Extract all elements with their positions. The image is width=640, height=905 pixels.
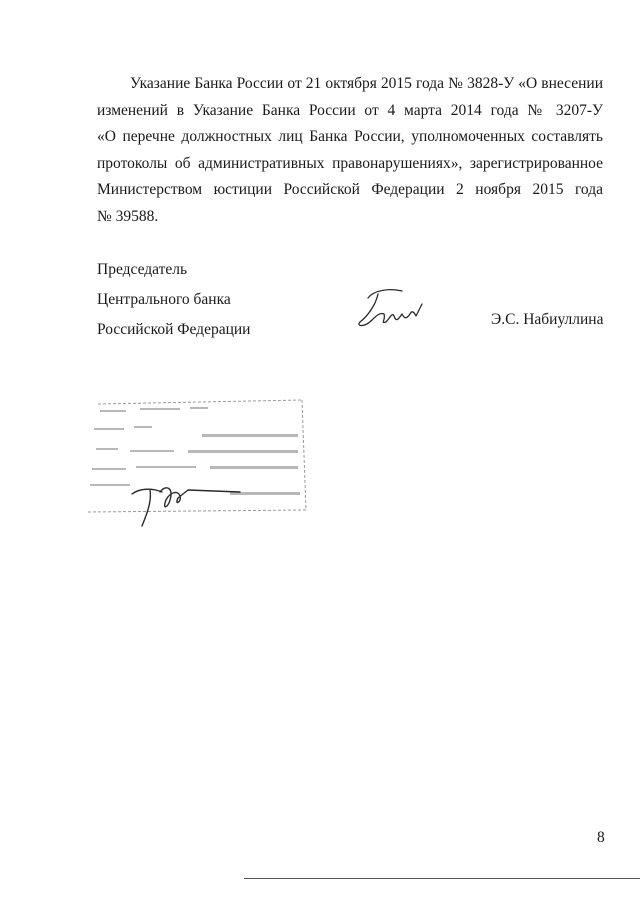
bottom-rule	[244, 878, 640, 879]
paragraph-line: № 39588.	[97, 207, 159, 225]
paragraph-line: протоколы об административных правонарушениях», зарегистрированное	[97, 154, 603, 172]
paragraph-line: Указание Банка России от 21 октября 2015 года № 3828-У «О внесении	[130, 75, 603, 92]
handwritten-signature	[350, 282, 430, 334]
signatory-title	[97, 255, 250, 345]
signatory-title-line: Председатель	[97, 261, 188, 278]
paragraph-line: Министерством юстиции Российской Федерации 2 ноября 2015 года	[97, 181, 603, 198]
page-number: 8	[597, 829, 605, 846]
certification-stamp	[70, 392, 310, 532]
paragraph-line: изменений в Указание Банка России от 4 марта 2014 года № 3207-У	[97, 101, 603, 119]
signatory-name: Э.С. Набиуллина	[491, 311, 604, 328]
signatory-title-line: Российской Федерации	[97, 321, 251, 338]
body-paragraph	[97, 71, 603, 230]
paragraph-line: «О перечне должностных лиц Банка России, уполномоченных составлять	[97, 128, 603, 145]
signatory-title-line: Центрального банка	[97, 291, 231, 308]
